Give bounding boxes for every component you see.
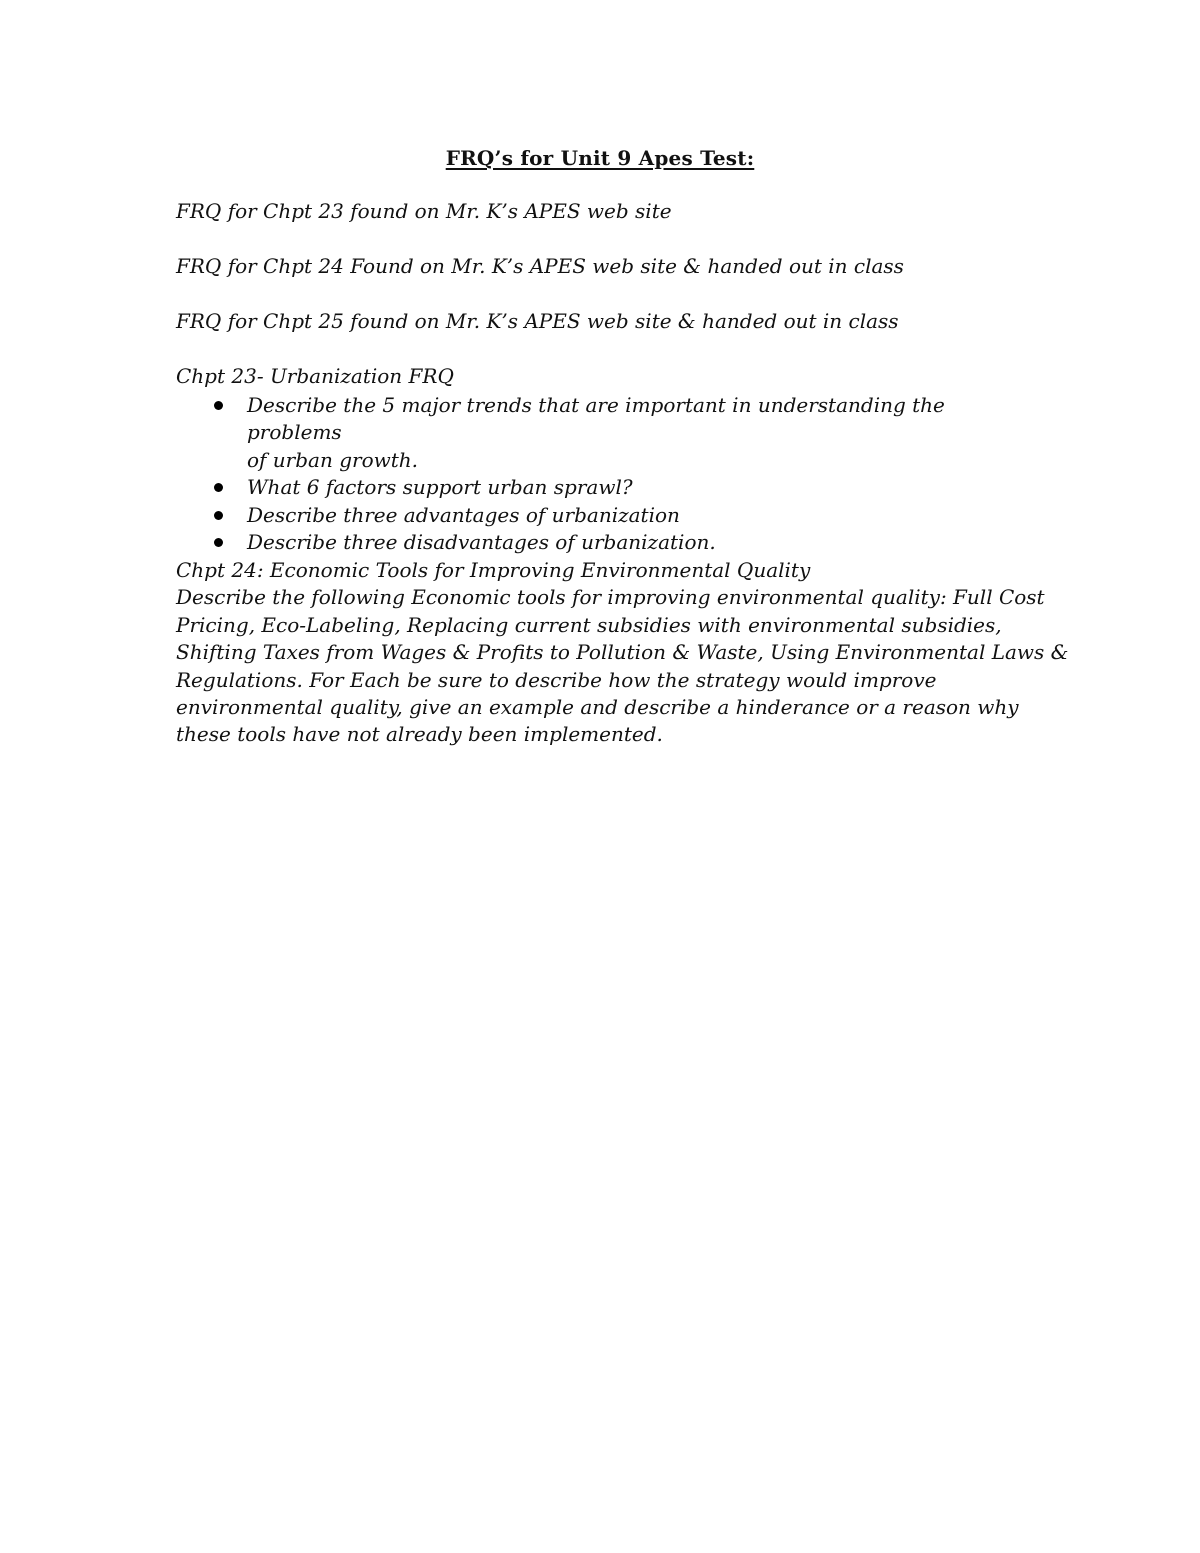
chapter24-text-line: these tools have not already been implemented. — [176, 722, 663, 747]
list-item-text: Describe the 5 major trends that are important in understanding the problems — [247, 393, 945, 445]
frq-chpt25-note: FRQ for Chpt 25 found on Mr. K’s APES web site & handed out in class — [176, 309, 899, 333]
chapter23-heading: Chpt 23- Urbanization FRQ — [176, 364, 454, 388]
chapter24-heading: Chpt 24: Economic Tools for Improving Environmental Quality — [176, 558, 811, 582]
bullet-dot-icon — [214, 401, 223, 410]
list-item-text: Describe three disadvantages of urbanization. — [247, 530, 716, 555]
list-item — [176, 529, 1036, 556]
frq-chpt24-note: FRQ for Chpt 24 Found on Mr. K’s APES web site & handed out in class — [176, 254, 904, 278]
bullet-dot-icon — [214, 511, 223, 520]
chapter24-text-line: Shifting Taxes from Wages & Profits to Pollution & Waste, Using Environmental Laws & — [176, 640, 1069, 665]
list-item-text: Describe three advantages of urbanization — [247, 502, 680, 527]
chapter24-text-line: Describe the following Economic tools for improving environmental quality: Full Cost — [176, 585, 1045, 610]
page-title: FRQ’s for Unit 9 Apes Test: — [445, 146, 755, 170]
chapter24-text-line: Regulations. For Each be sure to describe how the strategy would improve — [176, 667, 937, 692]
bullet-dot-icon — [214, 538, 223, 547]
chapter24-section — [176, 557, 1069, 749]
chapter24-text-line: environmental quality, give an example and describe a hinderance or a reason why — [176, 695, 1019, 720]
list-item — [176, 392, 1036, 474]
chapter23-bullet-list — [176, 392, 1036, 556]
bullet-dot-icon — [214, 483, 223, 492]
chapter24-text-line: Pricing, Eco-Labeling, Replacing current subsidies with environmental subsidies, — [176, 612, 1002, 637]
frq-chpt23-note: FRQ for Chpt 23 found on Mr. K’s APES web site — [176, 199, 672, 223]
list-item — [176, 474, 1036, 501]
list-item-text-continued: of urban growth. — [247, 447, 419, 472]
list-item-text: What 6 factors support urban sprawl? — [247, 475, 633, 500]
list-item — [176, 502, 1036, 529]
